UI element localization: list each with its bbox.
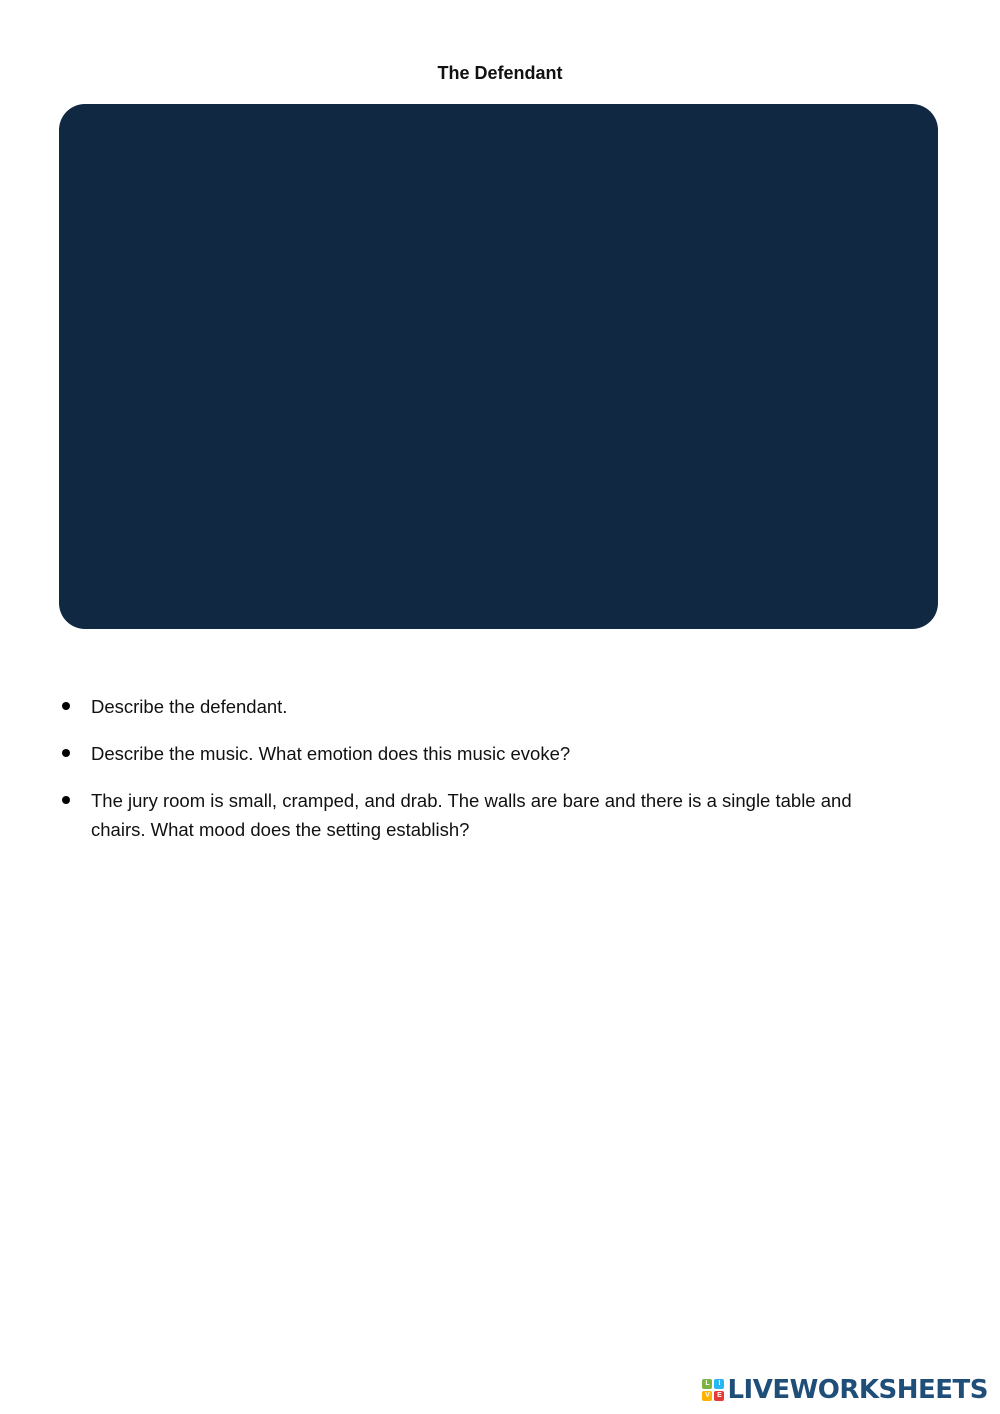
list-item xyxy=(60,739,900,768)
logo-letter: I xyxy=(714,1379,724,1389)
logo-letter: V xyxy=(702,1391,712,1401)
question-list xyxy=(60,692,900,862)
question-text: Describe the music. What emotion does this music evoke? xyxy=(91,743,571,764)
list-item xyxy=(60,692,900,721)
bullet-icon xyxy=(62,702,70,710)
bullet-icon xyxy=(62,796,70,804)
question-text: The jury room is small, cramped, and drab. The walls are bare and there is a single table and chairs. What mood does the setting establish? xyxy=(91,790,852,840)
logo-letter: E xyxy=(714,1391,724,1401)
question-text: Describe the defendant. xyxy=(91,696,288,717)
brand-footer xyxy=(702,1373,988,1407)
logo-letter: L xyxy=(702,1379,712,1389)
list-item xyxy=(60,786,900,844)
page-title: The Defendant xyxy=(437,63,563,83)
liveworksheets-logo-icon xyxy=(702,1379,724,1401)
bullet-icon xyxy=(62,749,70,757)
video-placeholder[interactable] xyxy=(59,104,938,629)
brand-name: LIVEWORKSHEETS xyxy=(727,1375,988,1405)
